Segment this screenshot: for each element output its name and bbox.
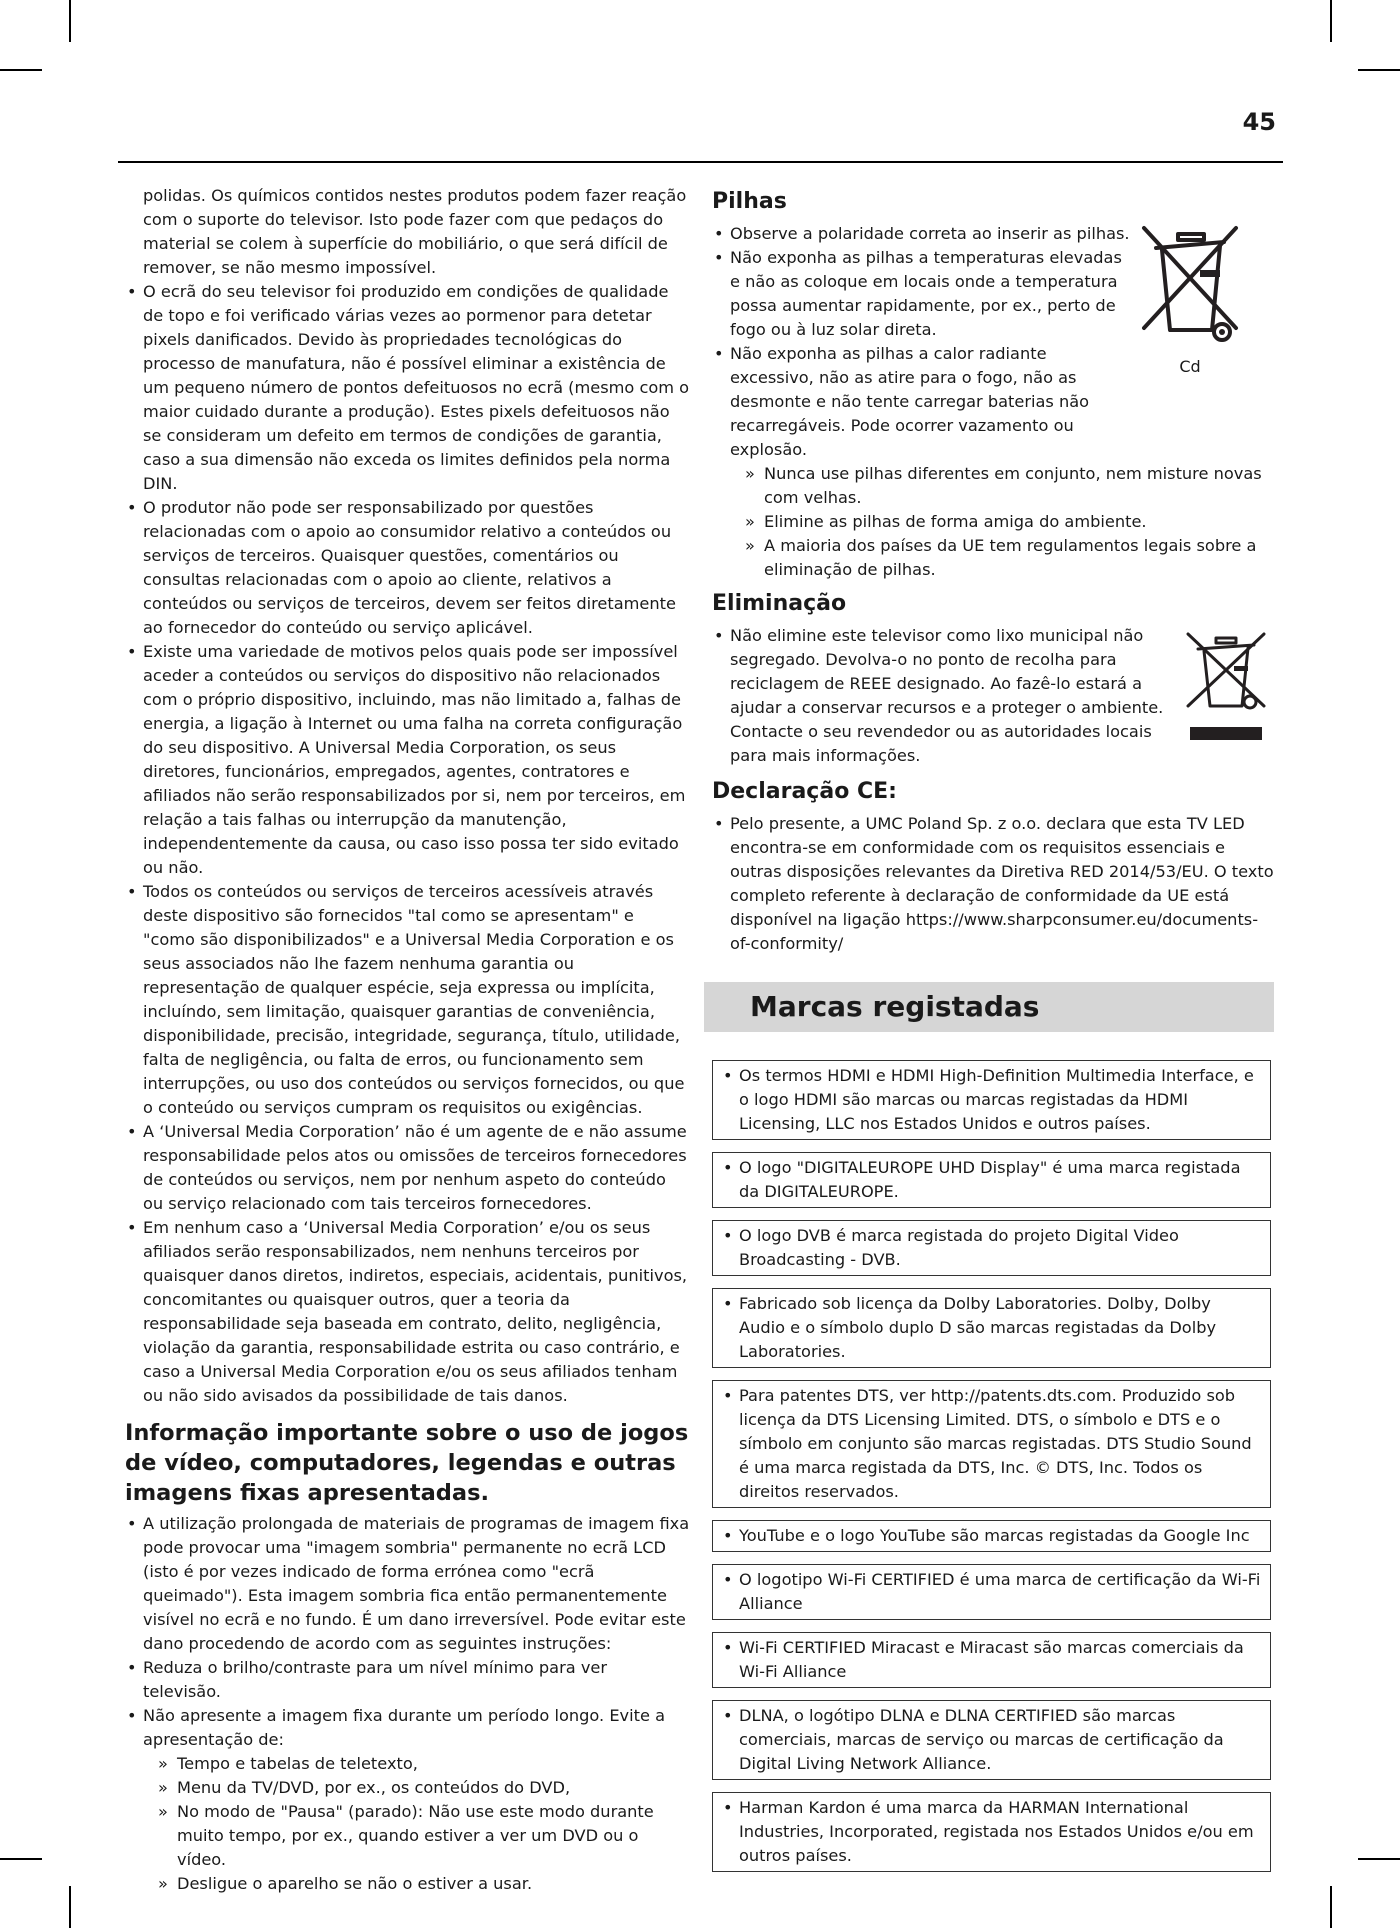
trademark-box (712, 1060, 1271, 1140)
left-column (125, 184, 690, 1896)
list-item: • Todos os conteúdos ou serviços de terceiros acessíveis através deste dispositivo são fornecidos "tal como se apresentam" e "como são disponibilizados" e a Universal Media Corporation e os seus associados não lhe fazem nenhuma garantia ou representação de qualquer espécie, seja expressa ou implícita, incluíndo, sem limitação, quaisquer garantias de conveniência, disponibilidade, precisão, integridade, segurança, título, utilidade, falta de negligência, ou falta de erros, ou funcionamento sem interrupções, ou uso dos conteúdos ou serviços fornecidos, ou que o conteúdo ou serviços cumpram os requisitos ou exigências. (125, 880, 690, 1120)
sub-list-item: » Nunca use pilhas diferentes em conjunto, nem misture novas com velhas. (712, 462, 1274, 510)
crossed-bin-icon (1138, 220, 1242, 348)
trademark-box (712, 1288, 1271, 1368)
list-item: • Observe a polaridade correta ao inserir as pilhas. (712, 222, 1130, 246)
sub-list-item: » Menu da TV/DVD, por ex., os conteúdos do DVD, (125, 1776, 690, 1800)
trademark-item: • O logotipo Wi-Fi CERTIFIED é uma marca de certificação da Wi-Fi Alliance (721, 1568, 1262, 1616)
cadmium-label: Cd (1179, 357, 1201, 376)
ce-text: • Pelo presente, a UMC Poland Sp. z o.o. declara que esta TV LED encontra-se em conformidade com os requisitos essenciais e outras disposições relevantes da Diretiva RED 2014/53/EU. O texto completo referente à declaração de conformidade da UE está disponível na ligação https://www.sharpconsumer.eu/documents-of-conformity/ (712, 812, 1274, 956)
trademark-item: • DLNA, o logótipo DLNA e DLNA CERTIFIED são marcas comerciais, marcas de serviço ou marcas de certificação da Digital Living Network Alliance. (721, 1704, 1262, 1776)
disposal-text: • Não elimine este televisor como lixo municipal não segregado. Devolva-o no ponto de recolha para reciclagem de REEE designado. Ao fazê-lo estará a ajudar a conservar recursos e a proteger o ambiente. Contacte o seu revendedor ou as autoridades locais para mais informações. (712, 624, 1178, 768)
trademark-item: • Harman Kardon é uma marca da HARMAN International Industries, Incorporated, registada nos Estados Unidos e/ou em outros países. (721, 1796, 1262, 1868)
games-heading: Informação importante sobre o uso de jogos de vídeo, computadores, legendas e outras imagens fixas apresentadas. (125, 1420, 689, 1506)
trademark-box (712, 1792, 1271, 1872)
crop-mark (0, 69, 42, 71)
weee-bar (1190, 727, 1262, 740)
ce-heading: Declaração CE: (712, 779, 897, 804)
trademarks-section (712, 982, 1274, 1872)
list-item: • A utilização prolongada de materiais de programas de imagem fixa pode provocar uma "imagem sombria" permanente no ecrã LCD (isto é por vezes indicado de forma errónea como "ecrã queimado"). Esta imagem sombria fica então permanentemente visível no ecrã e no fundo. É um dano irreversível. Pode evitar este dano procedendo de acordo com as seguintes instruções: (125, 1512, 690, 1656)
crop-mark (1330, 1886, 1332, 1928)
trademarks-banner (704, 982, 1274, 1032)
crop-mark (69, 1886, 71, 1928)
trademark-item: • Os termos HDMI e HDMI High-Definition Multimedia Interface, e o logo HDMI são marcas ou marcas registadas da HDMI Licensing, LLC nos Estados Unidos e outros países. (721, 1064, 1262, 1136)
trademark-box (712, 1700, 1271, 1780)
list-item: • Não exponha as pilhas a temperaturas elevadas e não as coloque em locais onde a temperatura possa aumentar rapidamente, por ex., perto de fogo ou à luz solar direta. (712, 246, 1130, 342)
battery-bin-symbol (1134, 220, 1246, 379)
intro-continuation: polidas. Os químicos contidos nestes produtos podem fazer reação com o suporte do televisor. Isto pode fazer com que pedaços do material se colem à superfície do mobiliário, o que será difícil de remover, se não mesmo impossível. (143, 186, 687, 277)
list-item: • O ecrã do seu televisor foi produzido em condições de qualidade de topo e foi verificado várias vezes ao pormenor para detetar pixels danificados. Devido às propriedades tecnológicas do processo de manufatura, não é possível eliminar a existência de um pequeno número de pontos defeituosos no ecrã (mesmo com o maior cuidado durante a produção). Estes pixels defeituosos não se consideram um defeito em termos de condições de garantia, caso a sua dimensão não exceda os limites definidos pela norma DIN. (125, 280, 690, 496)
header-rule (118, 161, 1283, 163)
crop-mark (1330, 0, 1332, 42)
batteries-heading: Pilhas (712, 189, 787, 214)
trademark-item: • Wi-Fi CERTIFIED Miracast e Miracast são marcas comerciais da Wi-Fi Alliance (721, 1636, 1262, 1684)
trademark-box (712, 1520, 1271, 1552)
crop-mark (1358, 1858, 1400, 1860)
ce-section (712, 778, 1274, 956)
disposal-section (712, 590, 1274, 768)
trademark-box (712, 1152, 1271, 1208)
trademark-box (712, 1220, 1271, 1276)
trademark-box (712, 1632, 1271, 1688)
trademarks-title: Marcas registadas (750, 990, 1040, 1023)
sub-list-item: » Desligue o aparelho se não o estiver a usar. (125, 1872, 690, 1896)
trademark-item: • Para patentes DTS, ver http://patents.dts.com. Produzido sob licença da DTS Licensing Limited. DTS, o símbolo e DTS e o símbolo em conjunto são marcas registadas. DTS Studio Sound é uma marca registada da DTS, Inc. © DTS, Inc. Todos os direitos reservados. (721, 1384, 1262, 1504)
trademark-item: • YouTube e o logo YouTube são marcas registadas da Google Inc (721, 1524, 1262, 1548)
trademark-box (712, 1564, 1271, 1620)
batteries-section (712, 188, 1274, 582)
list-item: • O produtor não pode ser responsabilizado por questões relacionadas com o apoio ao consumidor relativo a conteúdos ou serviços de terceiros. Quaisquer questões, comentários ou consultas relacionadas com o apoio ao cliente, relativos a conteúdos ou serviços de terceiros, devem ser feitos diretamente ao fornecedor do conteúdo ou serviço aplicável. (125, 496, 690, 640)
list-item: • Não apresente a imagem fixa durante um período longo. Evite a apresentação de: (125, 1704, 690, 1752)
trademark-item: • O logo "DIGITALEUROPE UHD Display" é uma marca registada da DIGITALEUROPE. (721, 1156, 1262, 1204)
trademark-item: • Fabricado sob licença da Dolby Laboratories. Dolby, Dolby Audio e o símbolo duplo D são marcas registadas da Dolby Laboratories. (721, 1292, 1262, 1364)
list-item: • A ‘Universal Media Corporation’ não é um agente de e não assume responsabilidade pelos atos ou omissões de terceiros fornecedores de conteúdos ou serviços, nem por nenhum aspeto do conteúdo ou serviço relacionado com tais terceiros fornecedores. (125, 1120, 690, 1216)
list-item: • Em nenhum caso a ‘Universal Media Corporation’ e/ou os seus afiliados serão responsabilizados, nem nenhuns terceiros por quaisquer danos diretos, indiretos, especiais, acidentais, punitivos, concomitantes ou quaisquer outros, quer a teoria da responsabilidade seja baseada em contrato, delito, negligência, violação da garantia, responsabilidade estrita ou caso contrário, e caso a Universal Media Corporation e/ou os seus afiliados tenham ou não sido avisados da possibilidade de tais danos. (125, 1216, 690, 1408)
weee-bin-symbol (1182, 628, 1270, 740)
disposal-heading: Eliminação (712, 591, 847, 616)
sub-list-item: » Elimine as pilhas de forma amiga do ambiente. (712, 510, 1274, 534)
list-item: • Não exponha as pilhas a calor radiante excessivo, não as atire para o fogo, não as desmonte e não tente carregar baterias não recarregáveis. Pode ocorrer vazamento ou explosão. (712, 342, 1130, 462)
sub-list-item: » No modo de "Pausa" (parado): Não use este modo durante muito tempo, por ex., quando estiver a ver um DVD ou o vídeo. (125, 1800, 690, 1872)
list-item: • Reduza o brilho/contraste para um nível mínimo para ver televisão. (125, 1656, 690, 1704)
right-column (712, 184, 1274, 1884)
trademark-box (712, 1380, 1271, 1508)
page-number: 45 (1242, 108, 1276, 136)
crop-mark (0, 1858, 42, 1860)
sub-list-item: » A maioria dos países da UE tem regulamentos legais sobre a eliminação de pilhas. (712, 534, 1274, 582)
crop-mark (69, 0, 71, 42)
list-item: • Existe uma variedade de motivos pelos quais pode ser impossível aceder a conteúdos ou serviços do dispositivo não relacionados com o próprio dispositivo, incluindo, mas não limitado a, falhas de energia, a ligação à Internet ou uma falha na correta configuração do seu dispositivo. A Universal Media Corporation, os seus diretores, funcionários, empregados, agentes, contratores e afiliados não serão responsabilizados por si, nem por terceiros, em relação a tais falhas ou interrupção da manutenção, independentemente da causa, ou caso isso possa ter sido evitado ou não. (125, 640, 690, 880)
crop-mark (1358, 69, 1400, 71)
trademark-item: • O logo DVB é marca registada do projeto Digital Video Broadcasting - DVB. (721, 1224, 1262, 1272)
sub-list-item: » Tempo e tabelas de teletexto, (125, 1752, 690, 1776)
weee-bin-icon (1184, 628, 1268, 712)
